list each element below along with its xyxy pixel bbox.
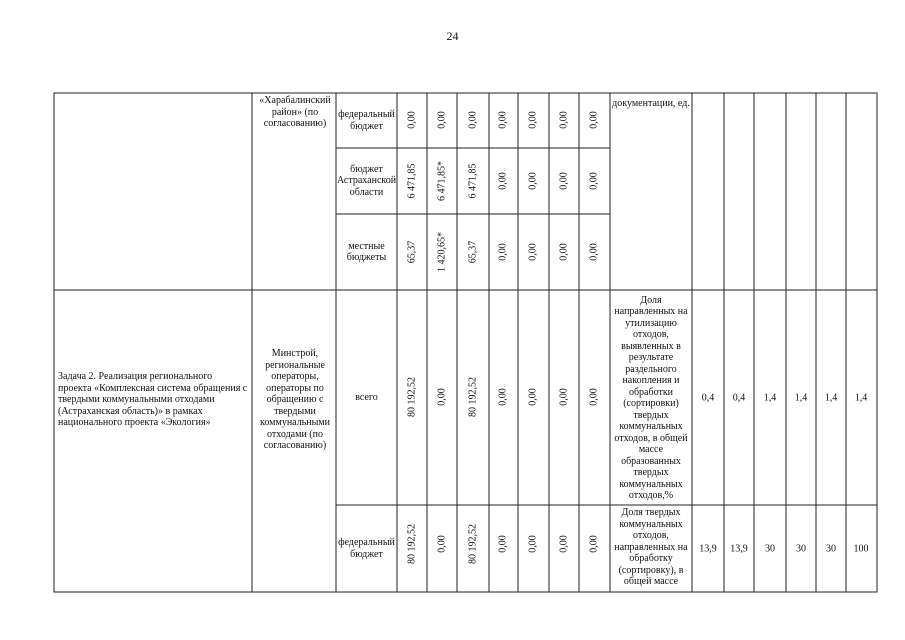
row-b-federal-amount: 0,00	[436, 535, 448, 553]
indicator-1-value: 1,4	[794, 392, 808, 404]
row-b-federal-amount: 80 192,52	[406, 524, 418, 564]
row-b-federal-amount: 0,00	[497, 535, 509, 553]
indicator-1-value: 1,4	[854, 392, 868, 404]
indicator-1-value: 1,4	[763, 392, 777, 404]
row-a-responsible: «Харабалинский район» (по согласованию)	[259, 95, 331, 129]
indicator-2-value: 30	[826, 543, 836, 555]
row-a-federal-amount: 0,00	[558, 111, 570, 129]
row-b-source-total: всего	[355, 391, 378, 403]
indicator-2-value: 30	[765, 543, 775, 555]
row-a-local-amount: 0,00	[497, 243, 509, 261]
indicator-1-value: 1,4	[824, 392, 838, 404]
row-a-regional-amount: 6 471,85*	[436, 161, 448, 201]
row-b-total-amount: 0,00	[436, 388, 448, 406]
row-a-regional-amount: 6 471,85	[406, 163, 418, 199]
row-a-indicator: документации, ед.	[612, 98, 690, 109]
row-a-federal-amount: 0,00	[588, 111, 600, 129]
row-b-source-federal: федеральный бюджет	[338, 537, 395, 560]
row-b-task: Задача 2. Реализация регионального проекта «Комплексная система обращения с твердыми коммунальными отходами (Астраханская область)» в рамках национального проекта «Экология»	[58, 371, 248, 429]
row-b-indicator-1: Доля направленных на утилизацию отходов, выявленных в результате раздельного накопления и обработки (сортировки) твердых коммунальных отходов, в общей массе образованных твердых коммунальных отходов,%	[614, 294, 688, 501]
row-a-local-amount: 1 420,65*	[436, 232, 448, 272]
row-b-federal-amount: 0,00	[527, 535, 539, 553]
row-b-indicator-2: Доля твердых коммунальных отходов, направленных на обработку (сортировку), в общей массе	[614, 507, 688, 587]
row-a-local-amount: 0,00	[527, 243, 539, 261]
row-a-regional-amount: 0,00	[588, 172, 600, 190]
row-a-regional-amount: 0,00	[497, 172, 509, 190]
row-a-source-regional: бюджет Астраханской области	[336, 163, 397, 198]
row-a-source-local: местные бюджеты	[346, 240, 387, 263]
row-a-regional-amount: 0,00	[527, 172, 539, 190]
row-b-total-amount: 0,00	[497, 388, 509, 406]
indicator-2-value: 13,9	[730, 543, 748, 555]
row-a-local-amount: 0,00	[558, 243, 570, 261]
row-b-federal-amount: 80 192,52	[467, 524, 479, 564]
row-a-federal-amount: 0,00	[406, 111, 418, 129]
indicator-1-value: 0,4	[701, 392, 715, 404]
row-b-total-amount: 0,00	[527, 388, 539, 406]
row-b-total-amount: 80 192,52	[467, 377, 479, 417]
row-a-regional-amount: 0,00	[558, 172, 570, 190]
indicator-2-value: 100	[853, 543, 869, 555]
row-a-federal-amount: 0,00	[527, 111, 539, 129]
indicator-1-value: 0,4	[732, 392, 746, 404]
row-a-federal-amount: 0,00	[467, 111, 479, 129]
row-b-total-amount: 80 192,52	[406, 377, 418, 417]
row-a-local-amount: 65,37	[467, 240, 479, 264]
row-a-federal-amount: 0,00	[497, 111, 509, 129]
row-b-federal-amount: 0,00	[558, 535, 570, 553]
indicator-2-value: 13,9	[699, 543, 717, 555]
row-b-responsible: Минстрой, региональные операторы, операторы по обращению с твердыми коммунальными отходами (по согласованию)	[260, 348, 330, 452]
row-a-regional-amount: 6 471,85	[467, 163, 479, 199]
page-number: 24	[446, 29, 459, 43]
row-a-federal-amount: 0,00	[436, 111, 448, 129]
row-b-federal-amount: 0,00	[588, 535, 600, 553]
row-a-local-amount: 0,00	[588, 243, 600, 261]
indicator-2-value: 30	[796, 543, 806, 555]
row-a-local-amount: 65,37	[406, 240, 418, 264]
row-b-total-amount: 0,00	[558, 388, 570, 406]
row-b-total-amount: 0,00	[588, 388, 600, 406]
row-a-source-federal: федеральный бюджет	[338, 109, 395, 132]
